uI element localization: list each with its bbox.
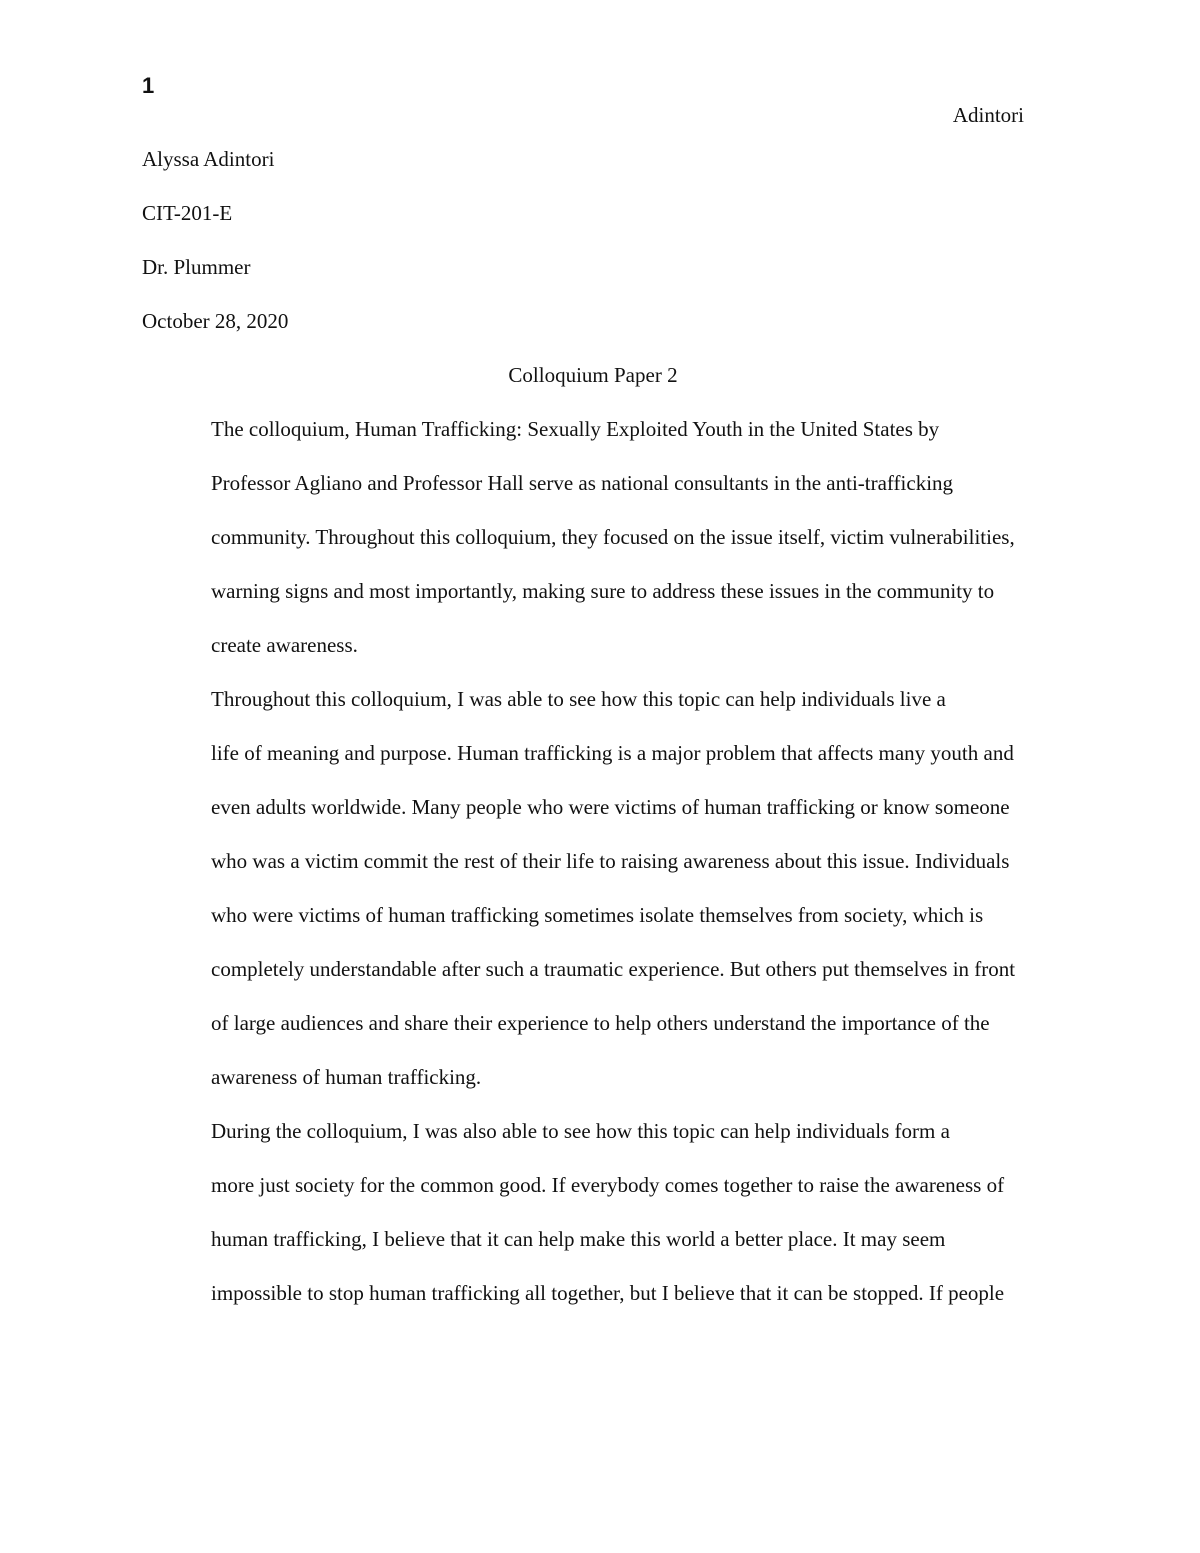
paper-body xyxy=(142,132,1044,1320)
paragraph-line: life of meaning and purpose. Human trafficking is a major problem that affects many youth and xyxy=(211,741,1014,765)
paragraph-line: completely understandable after such a traumatic experience. But others put themselves in front xyxy=(211,957,1016,981)
paragraph-line: more just society for the common good. If everybody comes together to raise the awareness of xyxy=(211,1173,1005,1197)
running-head: Adintori xyxy=(952,103,1024,127)
course-code: CIT-201-E xyxy=(142,201,233,225)
paragraph-3 xyxy=(142,1104,1044,1320)
paragraph-line: even adults worldwide. Many people who were victims of human trafficking or know someone xyxy=(211,795,1010,819)
paragraph-1 xyxy=(142,402,1044,672)
paragraph-line: of large audiences and share their experience to help others understand the importance of the xyxy=(211,1011,990,1035)
paragraph-line: create awareness. xyxy=(211,633,358,657)
paragraph-2 xyxy=(142,672,1044,1104)
paragraph-line: who was a victim commit the rest of their life to raising awareness about this issue. Individuals xyxy=(211,849,1010,873)
paragraph-line: who were victims of human trafficking sometimes isolate themselves from society, which is xyxy=(211,903,984,927)
paragraph-line: Professor Agliano and Professor Hall serve as national consultants in the anti-trafficking xyxy=(211,471,954,495)
instructor-name: Dr. Plummer xyxy=(142,255,251,279)
paragraph-line: community. Throughout this colloquium, they focused on the issue itself, victim vulnerabilities, xyxy=(211,525,1015,549)
paragraph-line: During the colloquium, I was also able to see how this topic can help individuals form a xyxy=(211,1119,950,1143)
paragraph-line: impossible to stop human trafficking all together, but I believe that it can be stopped. If people xyxy=(211,1281,1005,1305)
paragraph-line: warning signs and most importantly, making sure to address these issues in the community to xyxy=(211,579,995,603)
paragraph-line: Throughout this colloquium, I was able to see how this topic can help individuals live a xyxy=(211,687,946,711)
paper-title: Colloquium Paper 2 xyxy=(508,363,678,387)
paper-date: October 28, 2020 xyxy=(142,309,289,333)
paragraph-line: The colloquium, Human Trafficking: Sexually Exploited Youth in the United States by xyxy=(211,417,940,441)
page-number: 1 xyxy=(142,73,155,98)
student-name: Alyssa Adintori xyxy=(142,147,275,171)
paragraph-line: awareness of human trafficking. xyxy=(211,1065,482,1089)
paragraph-line: human trafficking, I believe that it can help make this world a better place. It may seem xyxy=(211,1227,946,1251)
